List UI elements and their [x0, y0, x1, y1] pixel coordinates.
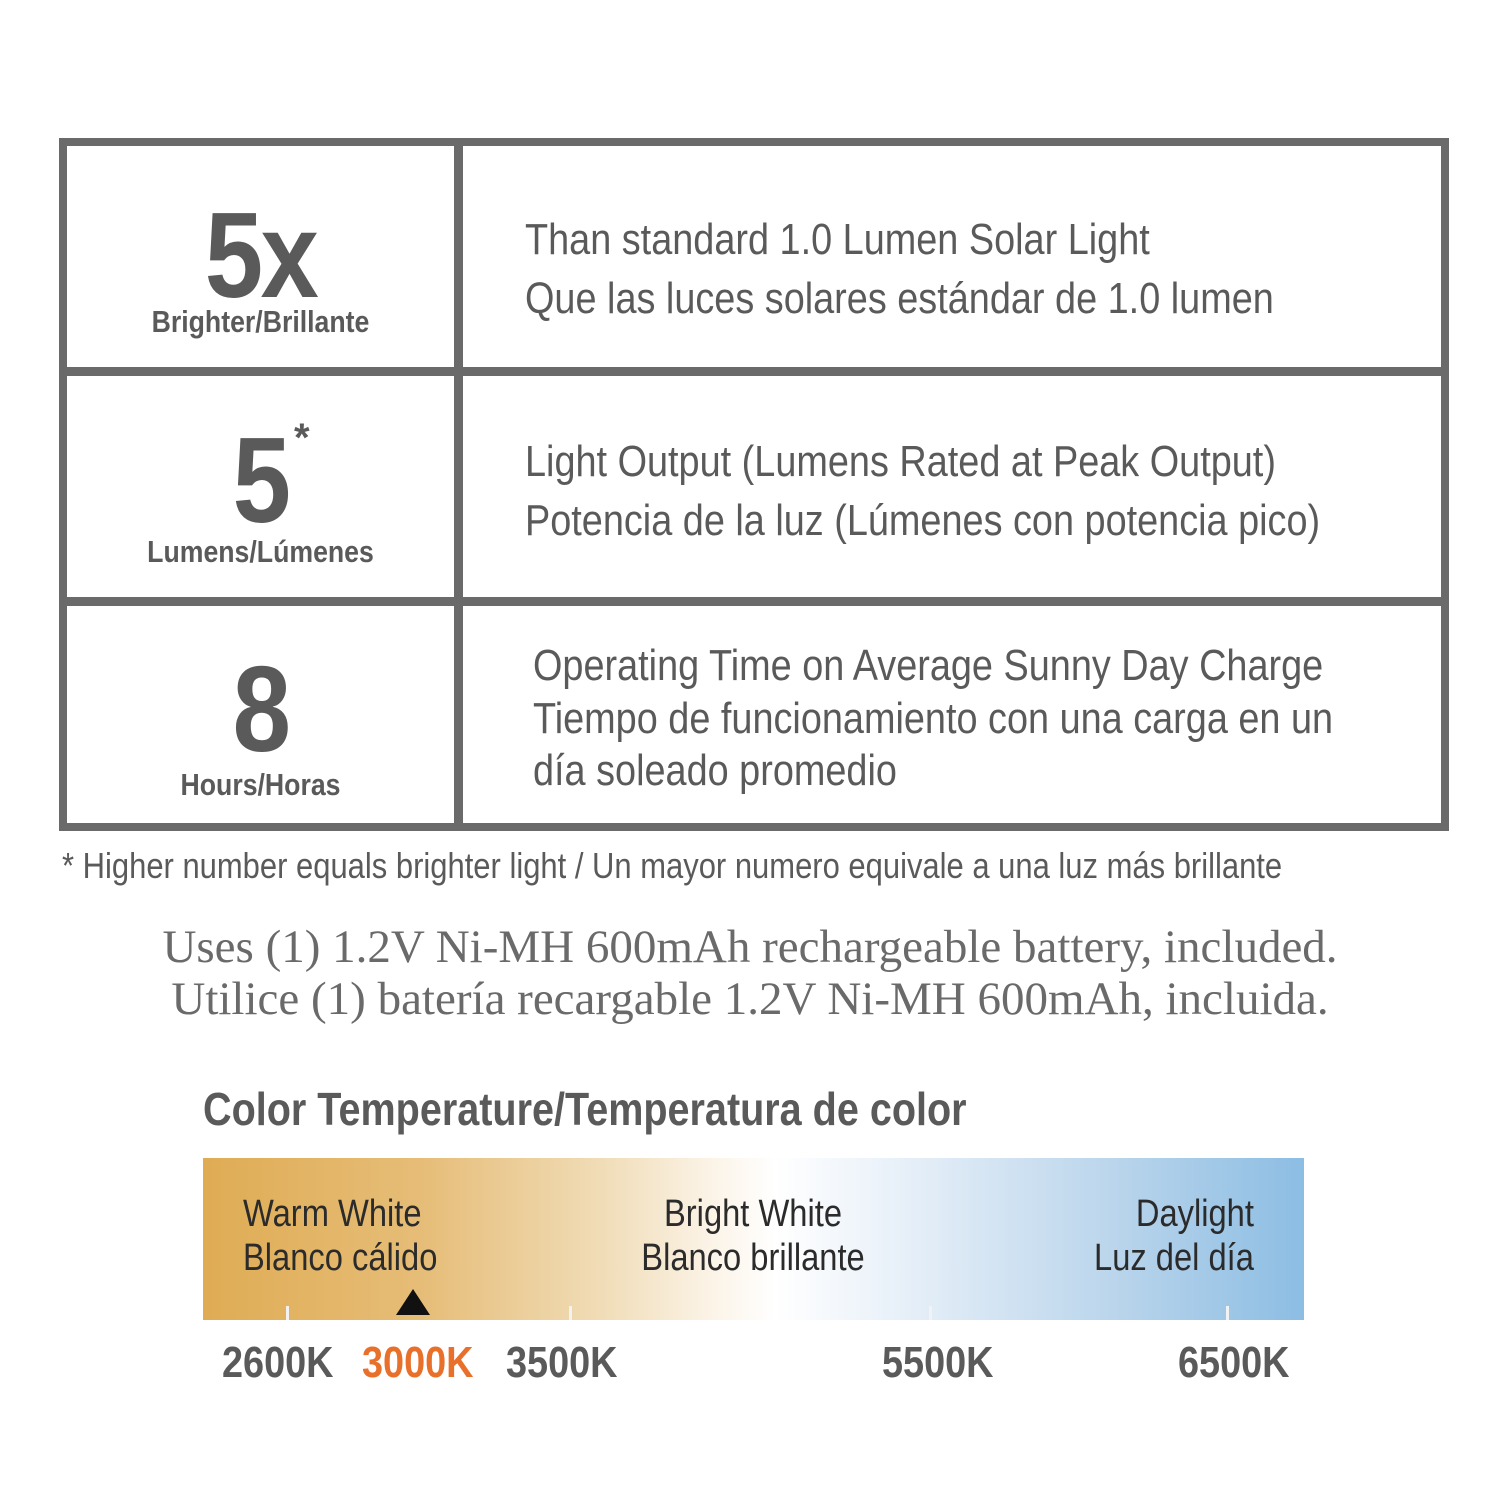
spec-description-es: Tiempo de funcionamiento con una carga en un — [533, 694, 1334, 743]
spec-value-cell — [67, 376, 454, 597]
spec-row-hours — [67, 606, 1441, 823]
spec-description-es: Que las luces solares estándar de 1.0 lumen — [525, 274, 1274, 323]
spec-value: 5x — [204, 187, 317, 323]
zone-label-en: Warm White — [243, 1193, 422, 1235]
spec-row-brightness — [67, 146, 1441, 367]
row-divider — [67, 597, 1441, 606]
temperature-label: 6500K — [1178, 1338, 1290, 1387]
temperature-label: 5500K — [882, 1338, 994, 1387]
spec-description-cell — [463, 376, 1441, 597]
spec-description-en: Than standard 1.0 Lumen Solar Light — [525, 215, 1150, 264]
spec-description-es: Potencia de la luz (Lúmenes con potencia pico) — [525, 496, 1321, 545]
spec-description-cell — [463, 606, 1441, 823]
spec-value: 8 — [232, 641, 289, 777]
zone-label-es: Blanco cálido — [243, 1237, 438, 1279]
temperature-label: 2600K — [222, 1338, 334, 1387]
tick-6500k — [1226, 1306, 1229, 1320]
spec-value-cell — [67, 146, 454, 367]
zone-label-es: Blanco brillante — [641, 1237, 865, 1279]
zone-bright-white — [624, 1192, 882, 1280]
tick-2600k — [286, 1306, 289, 1320]
spec-unit: Hours/Horas — [180, 767, 341, 802]
spec-table — [59, 138, 1449, 831]
temperature-label-selected: 3000K — [362, 1338, 474, 1387]
battery-info-es: Utilice (1) batería recargable 1.2V Ni-MH 600mAh, incluida. — [171, 973, 1329, 1025]
spec-description-en: Light Output (Lumens Rated at Peak Output) — [525, 437, 1276, 486]
zone-label-en: Bright White — [664, 1193, 842, 1235]
zone-label-en: Daylight — [1135, 1193, 1254, 1235]
spec-description-es-cont: día soleado promedio — [533, 746, 897, 795]
tick-5500k — [929, 1306, 932, 1320]
temperature-label: 3500K — [506, 1338, 618, 1387]
zone-warm-white — [243, 1192, 437, 1280]
tick-3500k — [569, 1306, 572, 1320]
zone-label-es: Luz del día — [1094, 1237, 1254, 1279]
spec-value-cell — [67, 606, 454, 823]
zone-daylight — [1094, 1192, 1254, 1280]
footnote: * Higher number equals brighter light / Un mayor numero equivale a una luz más brillante — [62, 845, 1283, 886]
spec-row-lumens — [67, 376, 1441, 597]
color-temperature-bar — [203, 1158, 1304, 1320]
color-temperature-title: Color Temperature/Temperatura de color — [203, 1083, 967, 1135]
row-divider — [67, 367, 1441, 376]
asterisk-marker: * — [294, 416, 310, 460]
spec-unit: Brighter/Brillante — [151, 304, 370, 339]
spec-description-cell — [463, 146, 1441, 367]
selected-temperature-marker-icon — [396, 1289, 430, 1315]
spec-value: 5 — [232, 412, 289, 548]
battery-info-en: Uses (1) 1.2V Ni-MH 600mAh rechargeable battery, included. — [162, 921, 1338, 973]
spec-description-en: Operating Time on Average Sunny Day Charge — [533, 641, 1324, 690]
spec-unit: Lumens/Lúmenes — [147, 534, 374, 569]
